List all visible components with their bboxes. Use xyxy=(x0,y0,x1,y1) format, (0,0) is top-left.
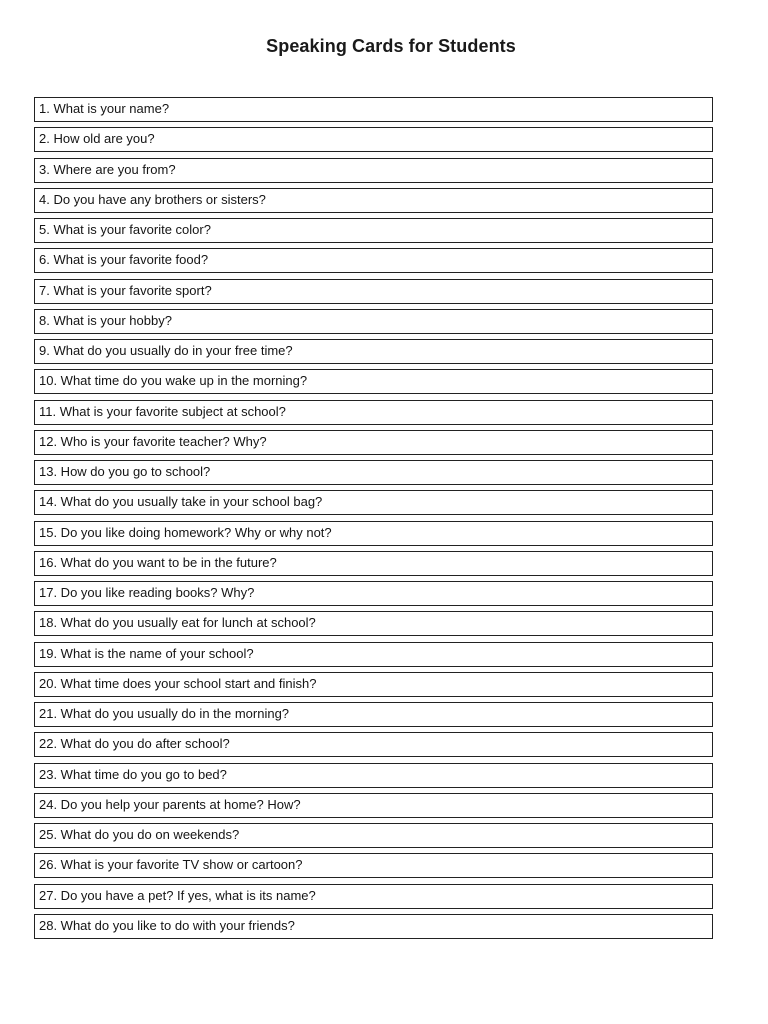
speaking-card: 17. Do you like reading books? Why? xyxy=(34,581,713,606)
speaking-card: 16. What do you want to be in the future? xyxy=(34,551,713,576)
speaking-card: 8. What is your hobby? xyxy=(34,309,713,334)
speaking-card: 18. What do you usually eat for lunch at school? xyxy=(34,611,713,636)
speaking-card: 14. What do you usually take in your school bag? xyxy=(34,490,713,515)
speaking-card-list xyxy=(34,97,713,944)
speaking-card: 20. What time does your school start and finish? xyxy=(34,672,713,697)
speaking-card: 2. How old are you? xyxy=(34,127,713,152)
speaking-card: 21. What do you usually do in the morning? xyxy=(34,702,713,727)
speaking-card: 23. What time do you go to bed? xyxy=(34,763,713,788)
speaking-card: 22. What do you do after school? xyxy=(34,732,713,757)
speaking-card: 24. Do you help your parents at home? How? xyxy=(34,793,713,818)
speaking-card: 25. What do you do on weekends? xyxy=(34,823,713,848)
speaking-card: 1. What is your name? xyxy=(34,97,713,122)
speaking-card: 26. What is your favorite TV show or cartoon? xyxy=(34,853,713,878)
speaking-card: 7. What is your favorite sport? xyxy=(34,279,713,304)
speaking-card: 10. What time do you wake up in the morning? xyxy=(34,369,713,394)
page-title: Speaking Cards for Students xyxy=(266,36,516,56)
speaking-card: 5. What is your favorite color? xyxy=(34,218,713,243)
speaking-card: 4. Do you have any brothers or sisters? xyxy=(34,188,713,213)
speaking-card: 19. What is the name of your school? xyxy=(34,642,713,667)
speaking-card: 11. What is your favorite subject at school? xyxy=(34,400,713,425)
speaking-card: 13. How do you go to school? xyxy=(34,460,713,485)
speaking-card: 27. Do you have a pet? If yes, what is its name? xyxy=(34,884,713,909)
speaking-card: 3. Where are you from? xyxy=(34,158,713,183)
speaking-card: 28. What do you like to do with your friends? xyxy=(34,914,713,939)
speaking-card: 15. Do you like doing homework? Why or why not? xyxy=(34,521,713,546)
speaking-card: 6. What is your favorite food? xyxy=(34,248,713,273)
speaking-card: 9. What do you usually do in your free time? xyxy=(34,339,713,364)
speaking-card: 12. Who is your favorite teacher? Why? xyxy=(34,430,713,455)
